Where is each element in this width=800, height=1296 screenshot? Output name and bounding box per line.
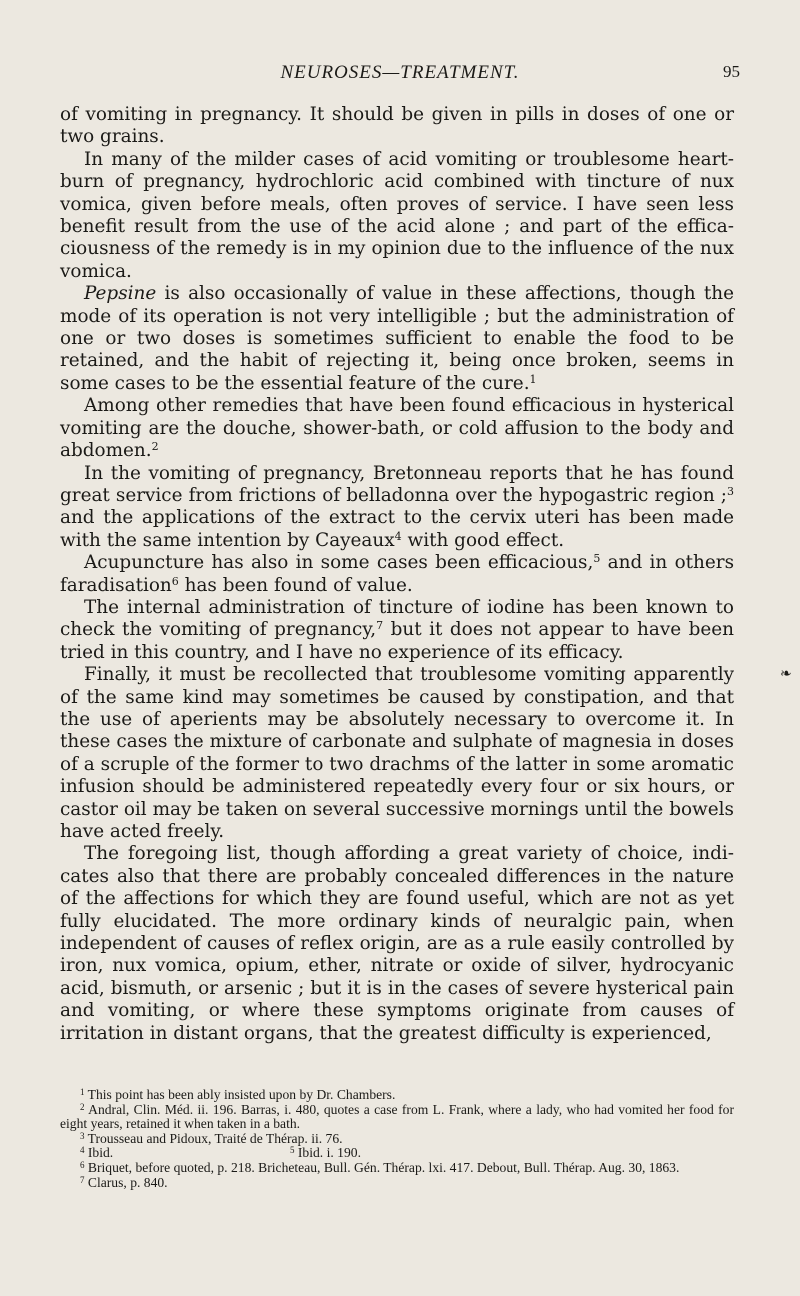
paragraph-text: The foregoing list, though affording a great variety of choice, indicates also that there are probably concealed differences in the nature of the affections for which they are found useful, which are not as yet fully elucidated. The more ordinary kinds of neuralgic pain, when independent of causes of reflex origin, are as a rule easily controlled by iron, nux vomica, opium, ether, nitrate or oxide of silver, hydrocyanic acid, bismuth, or arsenic ; but it is in the cases of severe hysterical pain and vomiting, or where these symptoms originate from causes of irritation in distant organs, that the greatest difficulty is experienced, xyxy=(60,843,734,1044)
footnote-ref: 7 xyxy=(376,619,384,633)
footnote-ref: 3 xyxy=(727,484,734,498)
paragraph-text: with good effect. xyxy=(401,529,565,551)
paragraph xyxy=(60,104,734,149)
paragraph xyxy=(60,843,734,1045)
footnote-text: Trousseau and Pidoux, Traité de Thérap. ii. 76. xyxy=(87,1130,343,1146)
running-title: NEUROSES—TREATMENT. xyxy=(280,62,520,83)
footnote-number: 6 xyxy=(80,1159,85,1170)
paragraph xyxy=(60,395,734,462)
footnote-text: Ibid. xyxy=(87,1145,114,1161)
paragraph-text: and in others faradisation xyxy=(60,552,735,596)
footnote-text: Clarus, p. 840. xyxy=(87,1174,168,1190)
paragraph-text: and the applications of the extract to the cervix uteri has been made with the same intention by Cayeaux xyxy=(60,507,734,551)
paragraph-text: In many of the milder cases of acid vomiting or troublesome heart-burn of pregnancy, hydrochloric acid combined with tincture of nux vomica, given before meals, often proves of service. I have seen less benefit result from the use of the acid alone ; and part of the efficaciousness of the remedy is in my opinion due to the influence of the nux vomica. xyxy=(60,148,734,282)
page-number: 95 xyxy=(723,62,740,81)
paragraph-text: Acupuncture has also in some cases been efficacious, xyxy=(84,552,594,574)
paragraph-text: but it does not appear to have been tried in this country, and I have no experience of its efficacy. xyxy=(60,619,734,663)
footnote-text: Ibid. i. 190. xyxy=(297,1145,361,1161)
footnote-ref: 1 xyxy=(529,372,537,386)
footnote xyxy=(60,1103,734,1132)
paragraph xyxy=(60,149,734,283)
paragraph-lead: Pepsine xyxy=(84,283,157,305)
footnote-number: 1 xyxy=(80,1087,85,1097)
paragraph xyxy=(60,283,734,395)
footnote-ref: 4 xyxy=(394,529,402,543)
footnote-text: This point has been ably insisted upon by Dr. Chambers. xyxy=(87,1087,396,1102)
footnote xyxy=(60,1161,734,1176)
footnote-number: 5 xyxy=(290,1145,295,1156)
body-text xyxy=(60,104,734,1045)
footnote-number: 7 xyxy=(80,1174,85,1185)
paragraph-text: Finally, it must be recollected that troublesome vomiting apparently of the same kind may sometimes be caused by constipation, and that the use of aperients may be absolutely necessary to overcome it. In these cases the mixture of carbonate and sulphate of magnesia in doses of a scruple of the former to two drachms of the latter in some aromatic infusion should be administered repeatedly every four or six hours, or castor oil may be taken on several successive mornings until the bowels have acted freely. xyxy=(60,664,734,842)
footnote-number: 3 xyxy=(80,1130,85,1141)
paragraph xyxy=(60,664,734,843)
footnote-ref: 5 xyxy=(593,552,601,566)
paragraph-text: has been found of value. xyxy=(178,574,413,596)
paragraph-text: In the vomiting of pregnancy, Bretonneau reports that he has found great service from frictions of belladonna over the hypogastric region ; xyxy=(60,462,734,506)
page-header xyxy=(60,62,740,92)
paragraph-text: is also occasionally of value in these affections, though the mode of its operation is not very intelligible ; but the administration of one or two doses is sometimes sufficient to enable the food to be retained, and the habit of rejecting it, being once broken, seems in some cases to be the essential feature of the cure. xyxy=(60,283,734,394)
paragraph-text: The internal administration of tincture of iodine has been known to check the vomiting of pregnancy, xyxy=(60,596,734,641)
paragraph xyxy=(60,463,734,553)
footnote-text: Briquet, before quoted, p. 218. Bricheteau, Bull. Gén. Thérap. lxi. 417. Debout, Bull. Thérap. Aug. 30, 1863. xyxy=(87,1159,680,1175)
footnote-number: 4 xyxy=(80,1145,85,1156)
footnote-number: 2 xyxy=(80,1101,85,1112)
footnote xyxy=(60,1176,734,1191)
paragraph-text: of vomiting in pregnancy. It should be given in pills in doses of one or two grains. xyxy=(60,104,734,148)
paragraph xyxy=(60,552,734,597)
footnote-ref: 2 xyxy=(151,440,159,454)
paragraph xyxy=(60,597,734,664)
footnote-ref: 6 xyxy=(171,574,179,588)
paragraph-text: Among other remedies that have been found efficacious in hysterical vomiting are the douche, shower-bath, or cold affusion to the body and abdomen. xyxy=(60,395,734,462)
footnote-text: Andral, Clin. Méd. ii. 196. Barras, i. 480, quotes a case from L. Frank, where a lady, who had vomited her food for eight years, retained it when taken in a bath. xyxy=(60,1101,735,1132)
margin-mark: ❧ xyxy=(780,666,792,682)
footnote xyxy=(60,1132,734,1147)
footnotes xyxy=(60,1088,734,1190)
footnote xyxy=(60,1088,734,1103)
footnote xyxy=(60,1146,734,1161)
